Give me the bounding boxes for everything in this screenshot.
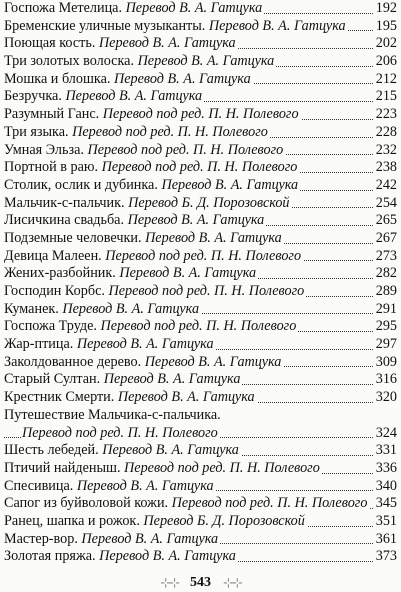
toc-entry-translator: Перевод В. А. Гатцука bbox=[137, 53, 275, 70]
toc-entry-translator: Перевод В. А. Гатцука bbox=[145, 229, 282, 246]
toc-entry-text bbox=[4, 318, 298, 336]
toc-entry-text bbox=[4, 106, 301, 124]
toc-entry-text bbox=[4, 177, 300, 195]
toc-entry-page: 336 bbox=[375, 459, 397, 476]
toc-entry-translator: Перевод под ред. П. Н. Полевого bbox=[171, 495, 368, 512]
toc-entry bbox=[4, 301, 397, 319]
toc-entry-page: 212 bbox=[375, 70, 397, 87]
toc-entry-text bbox=[4, 283, 306, 301]
toc-entry bbox=[4, 230, 397, 248]
toc-entry-page: 320 bbox=[375, 389, 397, 406]
toc-entry-title: Заколдованное дерево. bbox=[4, 353, 142, 370]
toc-entry-translator: Перевод В. А. Гатцука bbox=[208, 17, 346, 34]
toc-entry-text bbox=[4, 35, 238, 53]
toc-entry bbox=[4, 248, 397, 266]
toc-entry bbox=[4, 371, 397, 389]
page-number: 543 bbox=[190, 575, 211, 591]
toc-entry-title: Куманек. bbox=[4, 300, 59, 317]
toc-entry-title: Портной в раю. bbox=[4, 159, 99, 176]
toc-entry-title: Птичий найденыш. bbox=[4, 459, 121, 476]
toc-entry-translator: Перевод под ред. П. Н. Полевого bbox=[108, 283, 305, 299]
toc-entry-text bbox=[4, 159, 299, 177]
toc-entry-text bbox=[4, 513, 307, 531]
toc-entry-text bbox=[4, 407, 223, 425]
toc-entry-translator: Перевод В. А. Гатцука bbox=[119, 265, 257, 282]
toc-entry bbox=[4, 425, 397, 443]
toc-entry bbox=[4, 389, 397, 407]
toc-entry-text bbox=[4, 478, 216, 496]
toc-entry-text bbox=[4, 124, 270, 142]
toc-entry-translator: Перевод Б. Д. Порозовской bbox=[143, 512, 305, 529]
toc-entry-title: Бременские уличные музыканты. bbox=[4, 17, 206, 34]
toc-entry-page: 316 bbox=[375, 371, 397, 388]
toc-entry-translator: Перевод В. А. Гатцука bbox=[76, 336, 214, 353]
toc-entry-text bbox=[4, 336, 216, 354]
toc-entry-translator: Перевод В. А. Гатцука bbox=[125, 0, 263, 16]
toc-entry-translator: Перевод под ред. П. Н. Полевого bbox=[72, 123, 268, 140]
toc-entry-page: 202 bbox=[375, 35, 397, 52]
table-of-contents bbox=[4, 0, 397, 566]
toc-entry-page: 228 bbox=[375, 123, 397, 140]
toc-entry-page: 309 bbox=[375, 353, 397, 370]
toc-entry-text bbox=[4, 460, 322, 478]
toc-entry-translator: Перевод В. А. Гатцука bbox=[81, 530, 219, 547]
toc-entry-page: 273 bbox=[375, 247, 397, 264]
toc-entry-page: 345 bbox=[375, 495, 397, 512]
toc-entry-page: 289 bbox=[375, 283, 397, 299]
toc-entry-title: Шесть лебедей. bbox=[4, 442, 99, 459]
toc-entry bbox=[4, 88, 397, 106]
toc-entry-title: Поющая кость. bbox=[4, 35, 96, 52]
toc-entry-title: Безручка. bbox=[4, 88, 62, 105]
toc-entry-title: Крестник Смерти. bbox=[4, 389, 115, 406]
toc-entry-translator: Перевод под ред. П. Н. Полевого bbox=[124, 459, 320, 476]
toc-entry bbox=[4, 354, 397, 372]
toc-entry-text bbox=[4, 371, 242, 389]
toc-entry-page: 215 bbox=[375, 88, 397, 105]
toc-entry bbox=[4, 212, 397, 230]
toc-entry-translator: Перевод В. А. Гатцука bbox=[62, 300, 200, 317]
toc-entry bbox=[4, 442, 397, 460]
toc-entry-page: 295 bbox=[375, 318, 397, 335]
toc-entry bbox=[4, 53, 397, 71]
toc-entry-title: Умная Эльза. bbox=[4, 141, 84, 158]
toc-entry-page: 324 bbox=[375, 424, 397, 441]
toc-entry-translator: Перевод под ред. П. Н. Полевого bbox=[101, 159, 298, 176]
ornament-left-icon: ⊹⊹ bbox=[160, 575, 178, 591]
toc-entry-translator: Перевод под ред. П. Н. Полевого bbox=[87, 141, 284, 158]
toc-entry bbox=[4, 18, 397, 36]
toc-entry-page: 254 bbox=[375, 194, 397, 211]
toc-entry-translator: Перевод под ред. П. Н. Полевого bbox=[105, 247, 302, 264]
toc-entry bbox=[4, 283, 397, 301]
toc-entry-page: 192 bbox=[375, 0, 397, 16]
toc-entry-text bbox=[4, 548, 238, 566]
toc-entry-title: Спесивица. bbox=[4, 477, 74, 494]
toc-entry-text bbox=[4, 531, 220, 549]
toc-entry-text bbox=[4, 248, 303, 266]
toc-entry bbox=[4, 478, 397, 496]
toc-entry-text bbox=[4, 142, 285, 160]
toc-entry-text bbox=[4, 212, 266, 230]
toc-entry-page: 242 bbox=[375, 176, 397, 193]
toc-entry-text bbox=[4, 495, 369, 513]
toc-entry-page: 340 bbox=[375, 477, 397, 494]
toc-entry-text bbox=[4, 354, 283, 372]
toc-entry-text bbox=[4, 18, 348, 36]
toc-entry-translator: Перевод Б. Д. Порозовской bbox=[128, 194, 290, 211]
toc-entry-translator: Перевод В. А. Гатцука bbox=[144, 353, 282, 370]
toc-entry bbox=[4, 159, 397, 177]
toc-entry-page: 291 bbox=[375, 300, 397, 317]
toc-entry bbox=[4, 318, 397, 336]
toc-entry-title: Мастер-вор. bbox=[4, 530, 78, 547]
toc-entry-text bbox=[4, 195, 292, 213]
toc-entry-translator: Перевод под ред. П. Н. Полевого bbox=[22, 424, 218, 441]
toc-entry bbox=[4, 460, 397, 478]
toc-entry-text bbox=[4, 442, 241, 460]
toc-entry-translator: Перевод В. А. Гатцука bbox=[127, 212, 265, 229]
toc-entry-page: 373 bbox=[375, 548, 397, 565]
toc-entry bbox=[4, 495, 397, 513]
toc-entry-title: Три золотых волоска. bbox=[4, 53, 135, 70]
toc-entry-title: Три языка. bbox=[4, 123, 69, 140]
toc-entry-title: Мошка и блошка. bbox=[4, 70, 111, 87]
toc-entry-title: Жар-птица. bbox=[4, 336, 74, 353]
toc-entry bbox=[4, 513, 397, 531]
toc-entry bbox=[4, 177, 397, 195]
toc-entry bbox=[4, 71, 397, 89]
toc-entry-text bbox=[4, 71, 253, 89]
toc-entry bbox=[4, 35, 397, 53]
toc-entry-translator: Перевод В. А. Гатцука bbox=[76, 477, 214, 494]
toc-entry-text bbox=[4, 0, 264, 18]
toc-entry-page: 206 bbox=[375, 53, 397, 70]
toc-entry-title: Подземные человечки. bbox=[4, 229, 142, 246]
ornament-right-icon: ⊹⊹ bbox=[223, 575, 241, 591]
toc-entry-page: 297 bbox=[375, 336, 397, 353]
toc-entry bbox=[4, 0, 397, 18]
toc-entry-translator: Перевод В. А. Гатцука bbox=[99, 548, 236, 565]
toc-entry bbox=[4, 265, 397, 283]
toc-entry-title: Девица Малеен. bbox=[4, 247, 102, 264]
toc-entry-title: Лисичкина свадьба. bbox=[4, 212, 125, 229]
toc-entry-text bbox=[4, 230, 284, 248]
toc-entry-translator: Перевод В. А. Гатцука bbox=[102, 442, 239, 459]
toc-entry-text bbox=[4, 265, 258, 283]
toc-entry-text bbox=[4, 88, 204, 106]
toc-entry-title: Господин Корбс. bbox=[4, 283, 105, 299]
toc-entry-page: 351 bbox=[375, 512, 397, 529]
toc-entry-translator: Перевод В. А. Гатцука bbox=[65, 88, 203, 105]
toc-entry bbox=[4, 124, 397, 142]
toc-entry-title: Столик, ослик и дубинка. bbox=[4, 176, 158, 193]
toc-entry bbox=[4, 548, 397, 566]
toc-entry-page: 232 bbox=[375, 141, 397, 158]
toc-entry bbox=[4, 407, 397, 425]
toc-entry-page: 282 bbox=[375, 265, 397, 282]
toc-entry-title: Госпожа Метелица. bbox=[4, 0, 123, 16]
toc-entry-translator: Перевод под ред. П. Н. Полевого bbox=[102, 106, 299, 123]
toc-entry-title: Разумный Ганс. bbox=[4, 106, 100, 123]
toc-entry bbox=[4, 336, 397, 354]
toc-entry-page: 238 bbox=[375, 159, 397, 176]
toc-entry-translator: Перевод В. А. Гатцука bbox=[98, 35, 236, 52]
toc-entry-page: 265 bbox=[375, 212, 397, 229]
toc-entry-title: Старый Султан. bbox=[4, 371, 101, 388]
toc-entry-page: 267 bbox=[375, 229, 397, 246]
toc-entry-translator: Перевод В. А. Гатцука bbox=[103, 371, 241, 388]
toc-entry-text bbox=[4, 389, 257, 407]
toc-entry bbox=[4, 195, 397, 213]
toc-entry-title: Путешествие Мальчика-с-пальчика. bbox=[4, 406, 221, 423]
toc-entry-title: Жених-разбойник. bbox=[4, 265, 116, 282]
toc-entry-translator: Перевод В. А. Гатцука bbox=[117, 389, 255, 406]
toc-entry-translator: Перевод под ред. П. Н. Полевого bbox=[100, 318, 297, 335]
toc-entry-page: 195 bbox=[375, 17, 397, 34]
toc-entry-page: 331 bbox=[375, 442, 397, 459]
page-footer bbox=[0, 574, 401, 591]
toc-entry bbox=[4, 142, 397, 160]
toc-entry-text bbox=[4, 53, 276, 71]
toc-entry-title: Сапог из буйволовой кожи. bbox=[4, 495, 169, 512]
toc-entry-title: Мальчик-с-пальчик. bbox=[4, 194, 125, 211]
toc-entry-text bbox=[22, 425, 220, 443]
toc-entry-translator: Перевод В. А. Гатцука bbox=[113, 70, 251, 87]
toc-entry-page: 361 bbox=[375, 530, 397, 547]
toc-entry-title: Золотая пряжа. bbox=[4, 548, 96, 565]
toc-entry-page: 223 bbox=[375, 106, 397, 123]
toc-entry-translator: Перевод В. А. Гатцука bbox=[161, 176, 299, 193]
toc-entry-title: Госпожа Труде. bbox=[4, 318, 97, 335]
toc-entry bbox=[4, 531, 397, 549]
toc-entry bbox=[4, 106, 397, 124]
toc-entry-text bbox=[4, 301, 201, 319]
toc-entry-title: Ранец, шапка и рожок. bbox=[4, 512, 140, 529]
